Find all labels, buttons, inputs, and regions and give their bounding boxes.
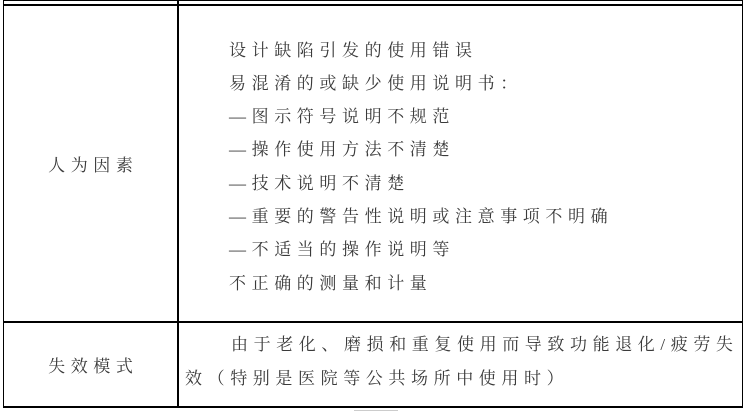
content-line: —操作使用方法不清楚 <box>229 140 455 160</box>
content-line: 不正确的测量和计量 <box>229 273 433 293</box>
content-line: 由于老化、磨损和重复使用而导致功能退化/疲劳失 <box>231 335 739 354</box>
failure-mode-label: 失效模式 <box>48 357 139 376</box>
content-line: 易混淆的或缺少使用说明书： <box>229 73 523 93</box>
content-line: —重要的警告性说明或注意事项不明确 <box>229 206 614 226</box>
content-line: —图示符号说明不规范 <box>229 107 455 127</box>
table-right-border <box>742 0 743 408</box>
content-line: 设计缺陷引发的使用错误 <box>229 40 478 60</box>
partial-next-row-mark <box>354 410 398 412</box>
failure-mode-content-cell <box>179 323 741 406</box>
failure-mode-label-cell <box>5 323 177 406</box>
human-factors-label: 人为因素 <box>48 155 139 175</box>
content-line: —技术说明不清楚 <box>229 173 410 193</box>
partial-row-above-border <box>3 0 743 1</box>
human-factors-label-cell <box>5 6 177 321</box>
human-factors-content-cell <box>179 6 741 321</box>
table-bottom-border <box>3 406 743 408</box>
content-line: 效（特别是医院等公共场所中使用时） <box>185 369 570 388</box>
content-line: —不适当的操作说明等 <box>229 240 455 260</box>
